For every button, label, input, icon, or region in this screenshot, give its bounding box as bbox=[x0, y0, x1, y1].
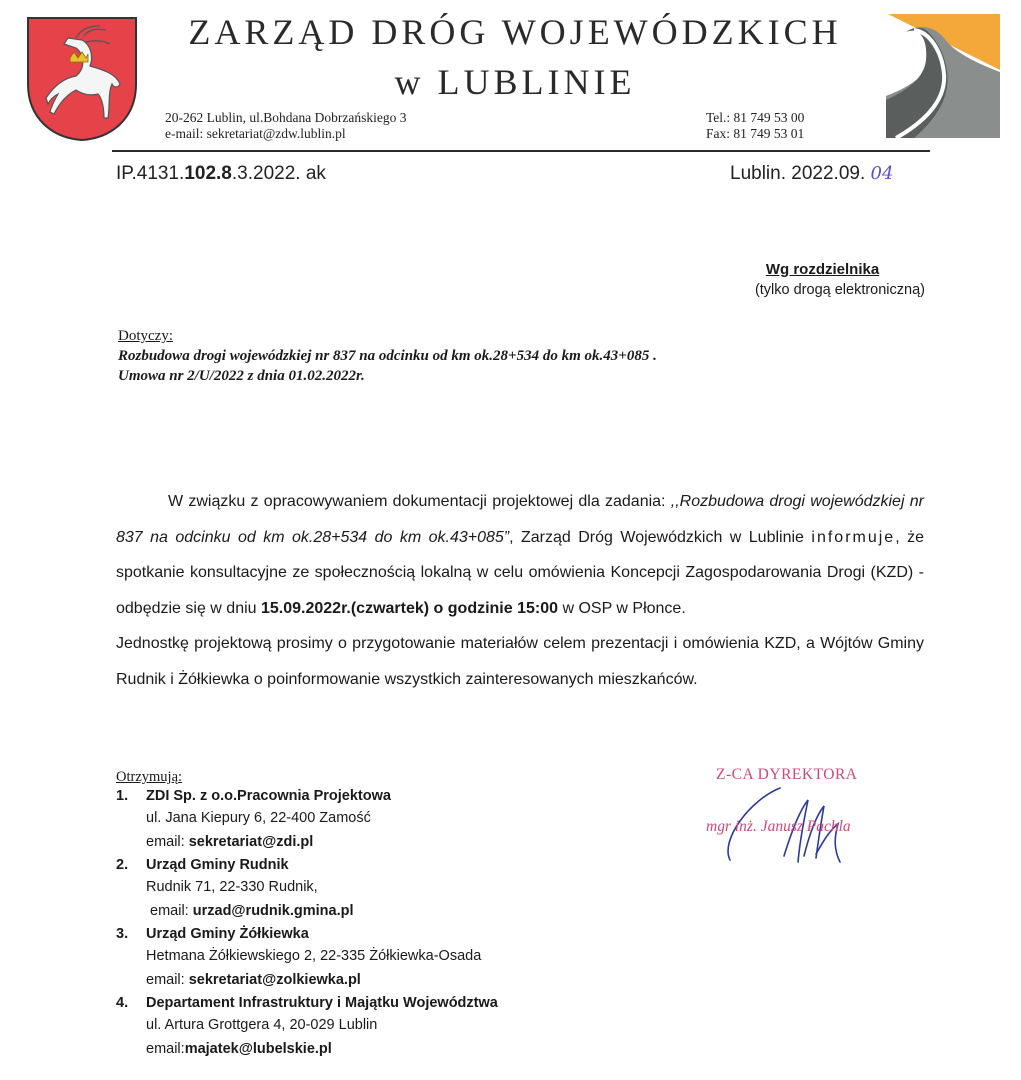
body-paragraph-2: Jednostkę projektową prosimy o przygotowanie materiałów celem prezentacji i omówienia KZD, a Wójtów Gminy Rudnik i Żółkiewka o poinformowanie wszystkich zainteresowanych mieszkańców. bbox=[116, 635, 924, 688]
recipient-address: Hetmana Żółkiewskiego 2, 22-335 Żółkiewka-Osada bbox=[146, 948, 482, 964]
body-meeting-datetime: 15.09.2022r.(czwartek) o godzinie 15:00 bbox=[260, 599, 559, 617]
recipient-name: Urząd Gminy Rudnik bbox=[146, 857, 289, 873]
recipient-email-label: email: bbox=[146, 834, 189, 850]
recipient-number: 1. bbox=[116, 788, 129, 804]
stamp-person: mgr inż. Janusz Pachla bbox=[706, 818, 851, 835]
organization-name: ZARZĄD DRÓG WOJEWÓDZKICH bbox=[188, 12, 842, 52]
recipient-number: 2. bbox=[116, 857, 129, 873]
reference-number: 102.8 bbox=[184, 163, 232, 184]
organization-tel: Tel.: 81 749 53 00 bbox=[706, 110, 805, 125]
lublin-coat-of-arms-icon bbox=[24, 14, 140, 142]
date-handwritten-day: 04 bbox=[870, 163, 894, 184]
organization-fax: Fax: 81 749 53 01 bbox=[706, 126, 805, 141]
body-task-name: ,,Rozbudowa drogi wojewódzkiej nr 837 na odcinku od km ok.28+534 do km ok.43+085” bbox=[116, 493, 924, 546]
recipient-email[interactable]: urzad@rudnik.gmina.pl bbox=[192, 903, 354, 919]
date-printed: Lublin. 2022.09. bbox=[730, 163, 866, 184]
reference-suffix: .3.2022. ak bbox=[231, 163, 326, 184]
recipient-email-line bbox=[146, 829, 636, 855]
document-date bbox=[730, 163, 893, 185]
body-organization: , Zarząd Dróg Wojewódzkich w Lublinie bbox=[509, 528, 812, 546]
recipient-email[interactable]: majatek@lubelskie.pl bbox=[184, 1041, 332, 1057]
letter-body bbox=[116, 484, 924, 698]
body-informuje: informuje bbox=[811, 528, 896, 546]
addressee-title: Wg rozdzielnika bbox=[765, 261, 880, 278]
organization-email[interactable]: e-mail: sekretariat@zdw.lublin.pl bbox=[165, 126, 346, 141]
organization-address-block bbox=[165, 110, 406, 142]
recipient-email-label: email: bbox=[146, 903, 193, 919]
organization-contact-block bbox=[706, 110, 804, 142]
recipient-item bbox=[116, 993, 636, 1062]
recipient-email-line bbox=[146, 1036, 636, 1062]
recipient-number: 4. bbox=[116, 995, 129, 1011]
header-divider bbox=[112, 150, 930, 152]
recipients-label: Otrzymują: bbox=[116, 769, 183, 785]
road-logo-icon bbox=[884, 12, 1002, 140]
subject-line-2: Umowa nr 2/U/2022 z dnia 01.02.2022r. bbox=[118, 368, 365, 384]
subject-block bbox=[118, 326, 918, 386]
recipient-name: ZDI Sp. z o.o.Pracownia Projektowa bbox=[146, 788, 391, 804]
recipient-email-line bbox=[146, 967, 636, 993]
recipient-number: 3. bbox=[116, 926, 129, 942]
subject-line-1: Rozbudowa drogi wojewódzkiej nr 837 na odcinku od km ok.28+534 do km ok.43+085 . bbox=[118, 348, 657, 364]
body-meeting-description: , że spotkanie konsultacyjne ze społecznością lokalną w celu omówienia Koncepcji Zagospodarowania Drogi (KZD) - odbędzie się w dniu bbox=[116, 528, 924, 617]
body-intro: W związku z opracowywaniem dokumentacji projektowej dla zadania: bbox=[168, 493, 671, 510]
addressee-note: (tylko drogą elektroniczną) bbox=[754, 282, 925, 298]
recipient-item bbox=[116, 855, 636, 924]
recipient-email-label: email: bbox=[146, 972, 189, 988]
organization-city: w LUBLINIE bbox=[394, 62, 636, 102]
recipients-block bbox=[116, 768, 636, 1062]
recipient-name: Departament Infrastruktury i Majątku Województwa bbox=[146, 995, 498, 1011]
document-reference bbox=[116, 163, 326, 185]
recipient-email-line bbox=[146, 898, 636, 924]
organization-address: 20-262 Lublin, ul.Bohdana Dobrzańskiego 3 bbox=[165, 110, 407, 125]
recipient-item bbox=[116, 786, 636, 855]
recipient-email-label: email: bbox=[146, 1041, 185, 1057]
recipient-address: ul. Artura Grottgera 4, 20-029 Lublin bbox=[146, 1017, 378, 1033]
recipient-name: Urząd Gminy Żółkiewka bbox=[146, 926, 309, 942]
stamp-role: Z-CA DYREKTORA bbox=[716, 766, 858, 783]
addressee-block bbox=[690, 260, 925, 300]
recipient-address: Rudnik 71, 22-330 Rudnik, bbox=[146, 879, 318, 895]
recipient-email[interactable]: sekretariat@zdi.pl bbox=[188, 834, 314, 850]
body-meeting-place: w OSP w Płonce. bbox=[558, 599, 686, 617]
recipient-email[interactable]: sekretariat@zolkiewka.pl bbox=[188, 972, 361, 988]
body-paragraph-1 bbox=[116, 484, 924, 626]
reference-prefix: IP.4131. bbox=[116, 163, 185, 184]
recipient-item bbox=[116, 924, 636, 993]
recipient-address: ul. Jana Kiepury 6, 22-400 Zamość bbox=[146, 810, 371, 826]
subject-label: Dotyczy: bbox=[118, 328, 173, 344]
signature-stamp bbox=[700, 760, 920, 870]
